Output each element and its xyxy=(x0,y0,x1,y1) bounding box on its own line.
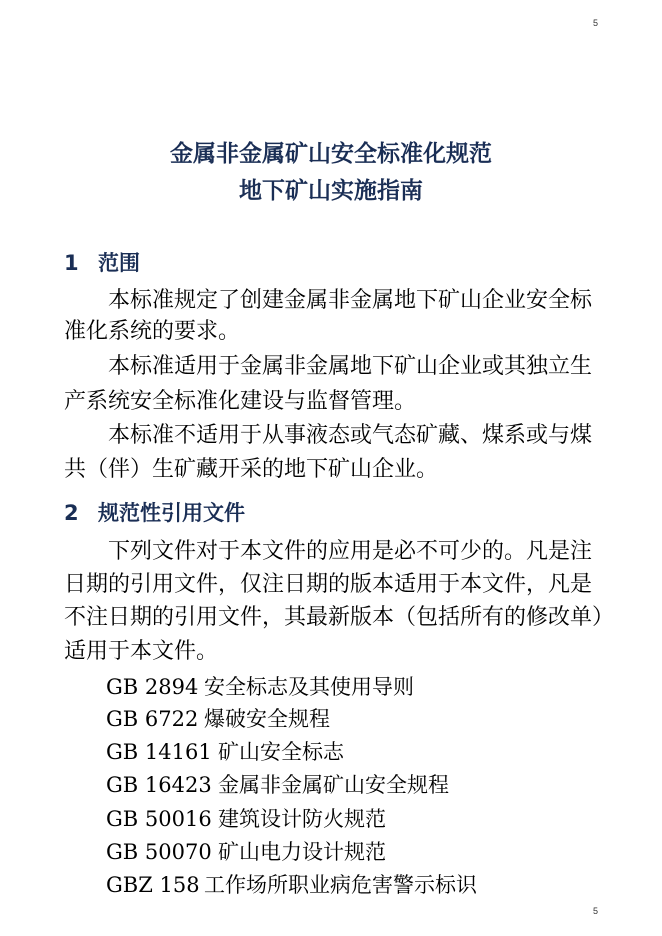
reference-code: GB 6722 xyxy=(106,707,199,731)
paragraph-line: 日期的引用文件，仅注日期的版本适用于本文件，凡是 xyxy=(64,572,593,597)
section-number: 1 xyxy=(64,251,79,275)
paragraph-line: 产系统安全标准化建设与监督管理。 xyxy=(64,389,417,414)
section-number: 2 xyxy=(64,501,79,525)
paragraph-line: 本标准适用于金属非金属地下矿山企业或其独立生 xyxy=(108,354,593,379)
reference-code: GBZ 158 xyxy=(106,873,200,897)
reference-title: 工作场所职业病危害警示标识 xyxy=(204,873,477,897)
paragraph-line: 本标准规定了创建金属非金属地下矿山企业安全标 xyxy=(108,288,593,313)
paragraph-line: 准化系统的要求。 xyxy=(64,319,241,344)
reference-code: GB 14161 xyxy=(106,740,212,764)
paragraph-line: 本标准不适用于从事液态或气态矿藏、煤系或与煤 xyxy=(108,423,593,448)
reference-item xyxy=(106,673,414,701)
paragraph-line: 共（伴）生矿藏开采的地下矿山企业。 xyxy=(64,457,439,482)
paragraph-line: 下列文件对于本文件的应用是必不可少的。凡是注 xyxy=(108,539,593,564)
reference-title: 矿山安全标志 xyxy=(218,740,344,764)
paragraph-line: 不注日期的引用文件，其最新版本（包括所有的修改单） xyxy=(64,605,615,630)
section-heading-normative-references xyxy=(64,497,245,527)
document-title-line-1: 金属非金属矿山安全标准化规范 xyxy=(170,141,492,167)
document-title-line-2: 地下矿山实施指南 xyxy=(239,178,423,204)
reference-title: 安全标志及其使用导则 xyxy=(204,675,414,699)
page-number-bottom: 5 xyxy=(593,906,599,916)
reference-title: 金属非金属矿山安全规程 xyxy=(218,773,449,797)
paragraph-line: 适用于本文件。 xyxy=(64,639,219,664)
reference-item xyxy=(106,705,330,733)
reference-code: GB 50016 xyxy=(106,807,212,831)
reference-title: 矿山电力设计规范 xyxy=(218,840,386,864)
page-number-top: 5 xyxy=(593,18,599,28)
reference-item xyxy=(106,871,477,899)
section-title: 规范性引用文件 xyxy=(98,501,245,525)
section-title: 范围 xyxy=(98,251,140,275)
reference-item xyxy=(106,838,386,866)
reference-item xyxy=(106,738,344,766)
section-heading-scope xyxy=(64,247,140,277)
reference-item xyxy=(106,771,449,799)
reference-title: 爆破安全规程 xyxy=(204,707,330,731)
reference-item xyxy=(106,805,386,833)
reference-code: GB 50070 xyxy=(106,840,212,864)
reference-code: GB 2894 xyxy=(106,675,199,699)
reference-code: GB 16423 xyxy=(106,773,212,797)
reference-title: 建筑设计防火规范 xyxy=(218,807,386,831)
